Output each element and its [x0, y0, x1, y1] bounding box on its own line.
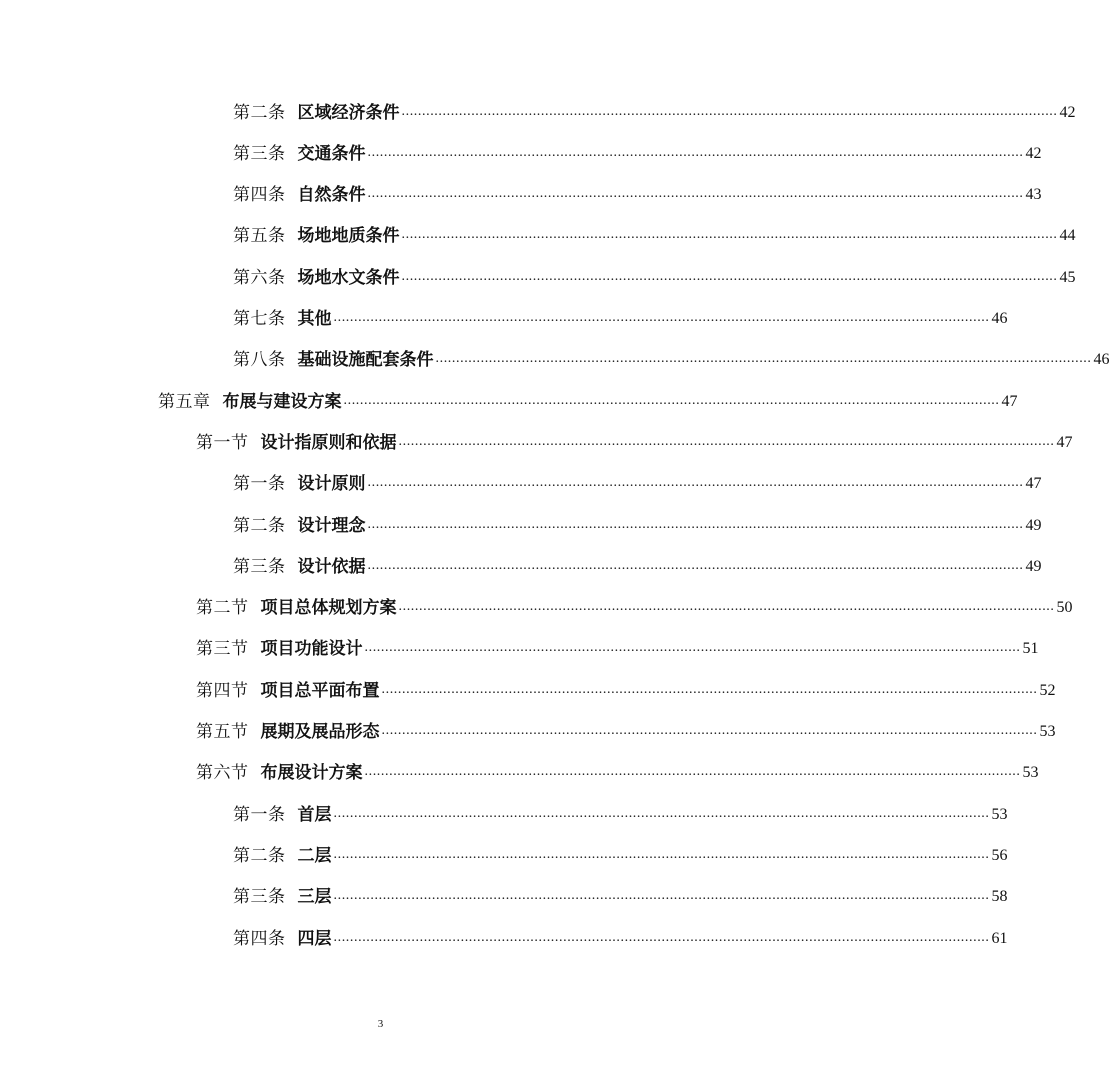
dot-leader: ................................................................................................................................................................	[367, 517, 1024, 532]
entry-title: 其他	[297, 309, 332, 329]
dot-leader: ................................................................................................................................................................	[398, 434, 1055, 449]
entry-title: 设计理念	[297, 516, 366, 536]
entry-title: 布展与建设方案	[222, 392, 342, 412]
entry-number: 第一节	[196, 433, 249, 453]
dot-leader: ................................................................................................................................................................	[364, 764, 1021, 779]
entry-number: 第二节	[196, 598, 249, 618]
entry-page: 50	[1056, 599, 1073, 616]
dot-leader: ................................................................................................................................................................	[343, 393, 1000, 408]
page-number: 3	[377, 1018, 384, 1030]
toc-entry[interactable]	[0, 423, 1073, 453]
entry-number: 第四条	[233, 929, 286, 949]
toc-entry[interactable]	[0, 753, 1039, 783]
dot-leader: ................................................................................................................................................................	[401, 269, 1058, 284]
dot-leader: ................................................................................................................................................................	[333, 930, 990, 945]
dot-leader: ................................................................................................................................................................	[367, 558, 1024, 573]
entry-title: 展期及展品形态	[260, 722, 380, 742]
entry-page: 61	[991, 930, 1008, 947]
entry-title: 项目功能设计	[260, 639, 363, 659]
entry-title: 设计原则	[297, 474, 366, 494]
entry-title: 三层	[297, 887, 332, 907]
dot-leader: ................................................................................................................................................................	[333, 847, 990, 862]
entry-number: 第四条	[233, 185, 286, 205]
entry-number: 第八条	[233, 350, 286, 370]
dot-leader: ................................................................................................................................................................	[333, 806, 990, 821]
entry-title: 设计依据	[297, 557, 366, 577]
toc-entry[interactable]	[0, 712, 1056, 742]
entry-title: 项目总平面布置	[260, 681, 380, 701]
entry-page: 49	[1025, 558, 1042, 575]
entry-number: 第三条	[233, 887, 286, 907]
entry-title: 四层	[297, 929, 332, 949]
toc-entry[interactable]	[0, 464, 1042, 494]
entry-page: 45	[1059, 269, 1076, 286]
entry-title: 首层	[297, 805, 332, 825]
toc-entry[interactable]	[0, 629, 1039, 659]
entry-page: 42	[1059, 104, 1076, 121]
toc-entry[interactable]	[0, 836, 1008, 866]
entry-page: 44	[1059, 227, 1076, 244]
entry-page: 58	[991, 888, 1008, 905]
entry-number: 第六节	[196, 763, 249, 783]
entry-title: 场地地质条件	[297, 226, 400, 246]
entry-page: 47	[1056, 434, 1073, 451]
entry-page: 56	[991, 847, 1008, 864]
dot-leader: ................................................................................................................................................................	[367, 186, 1024, 201]
entry-number: 第三条	[233, 144, 286, 164]
entry-number: 第五节	[196, 722, 249, 742]
entry-number: 第一条	[233, 805, 286, 825]
entry-page: 52	[1039, 682, 1056, 699]
entry-page: 53	[1022, 764, 1039, 781]
entry-title: 二层	[297, 846, 332, 866]
toc-entry[interactable]	[0, 299, 1008, 329]
dot-leader: ................................................................................................................................................................	[398, 599, 1055, 614]
toc-entry[interactable]	[0, 258, 1076, 288]
entry-number: 第三节	[196, 639, 249, 659]
toc-entry[interactable]	[0, 671, 1056, 701]
entry-page: 49	[1025, 517, 1042, 534]
entry-page: 46	[991, 310, 1008, 327]
entry-page: 51	[1022, 640, 1039, 657]
entry-number: 第五章	[158, 392, 211, 412]
entry-page: 53	[1039, 723, 1056, 740]
toc-entry[interactable]	[0, 216, 1076, 246]
entry-page: 47	[1001, 393, 1018, 410]
dot-leader: ................................................................................................................................................................	[381, 682, 1038, 697]
toc-entry[interactable]	[0, 134, 1042, 164]
entry-title: 交通条件	[297, 144, 366, 164]
entry-number: 第二条	[233, 103, 286, 123]
entry-number: 第一条	[233, 474, 286, 494]
dot-leader: ................................................................................................................................................................	[367, 475, 1024, 490]
toc-entry[interactable]	[0, 795, 1008, 825]
dot-leader: ................................................................................................................................................................	[364, 640, 1021, 655]
dot-leader: ................................................................................................................................................................	[367, 145, 1024, 160]
entry-number: 第四节	[196, 681, 249, 701]
toc-entry[interactable]	[0, 340, 1110, 370]
entry-title: 场地水文条件	[297, 268, 400, 288]
toc-entry[interactable]	[0, 382, 1018, 412]
entry-title: 区域经济条件	[297, 103, 400, 123]
toc-entry[interactable]	[0, 588, 1073, 618]
dot-leader: ................................................................................................................................................................	[333, 310, 990, 325]
dot-leader: ................................................................................................................................................................	[381, 723, 1038, 738]
entry-title: 项目总体规划方案	[260, 598, 397, 618]
toc-entry[interactable]	[0, 506, 1042, 536]
entry-page: 53	[991, 806, 1008, 823]
entry-page: 47	[1025, 475, 1042, 492]
entry-title: 设计指原则和依据	[260, 433, 397, 453]
entry-page: 42	[1025, 145, 1042, 162]
entry-number: 第二条	[233, 846, 286, 866]
entry-number: 第二条	[233, 516, 286, 536]
entry-number: 第六条	[233, 268, 286, 288]
toc-entry[interactable]	[0, 877, 1008, 907]
entry-number: 第七条	[233, 309, 286, 329]
toc-entry[interactable]	[0, 547, 1042, 577]
toc-entry[interactable]	[0, 93, 1076, 123]
entry-title: 布展设计方案	[260, 763, 363, 783]
dot-leader: ................................................................................................................................................................	[401, 227, 1058, 242]
entry-number: 第五条	[233, 226, 286, 246]
toc-entry[interactable]	[0, 175, 1042, 205]
dot-leader: ................................................................................................................................................................	[401, 104, 1058, 119]
entry-page: 43	[1025, 186, 1042, 203]
entry-page: 46	[1093, 351, 1110, 368]
toc-entry[interactable]	[0, 919, 1008, 949]
entry-number: 第三条	[233, 557, 286, 577]
dot-leader: ................................................................................................................................................................	[333, 888, 990, 903]
entry-title: 基础设施配套条件	[297, 350, 434, 370]
dot-leader: ................................................................................................................................................................	[435, 351, 1092, 366]
entry-title: 自然条件	[297, 185, 366, 205]
